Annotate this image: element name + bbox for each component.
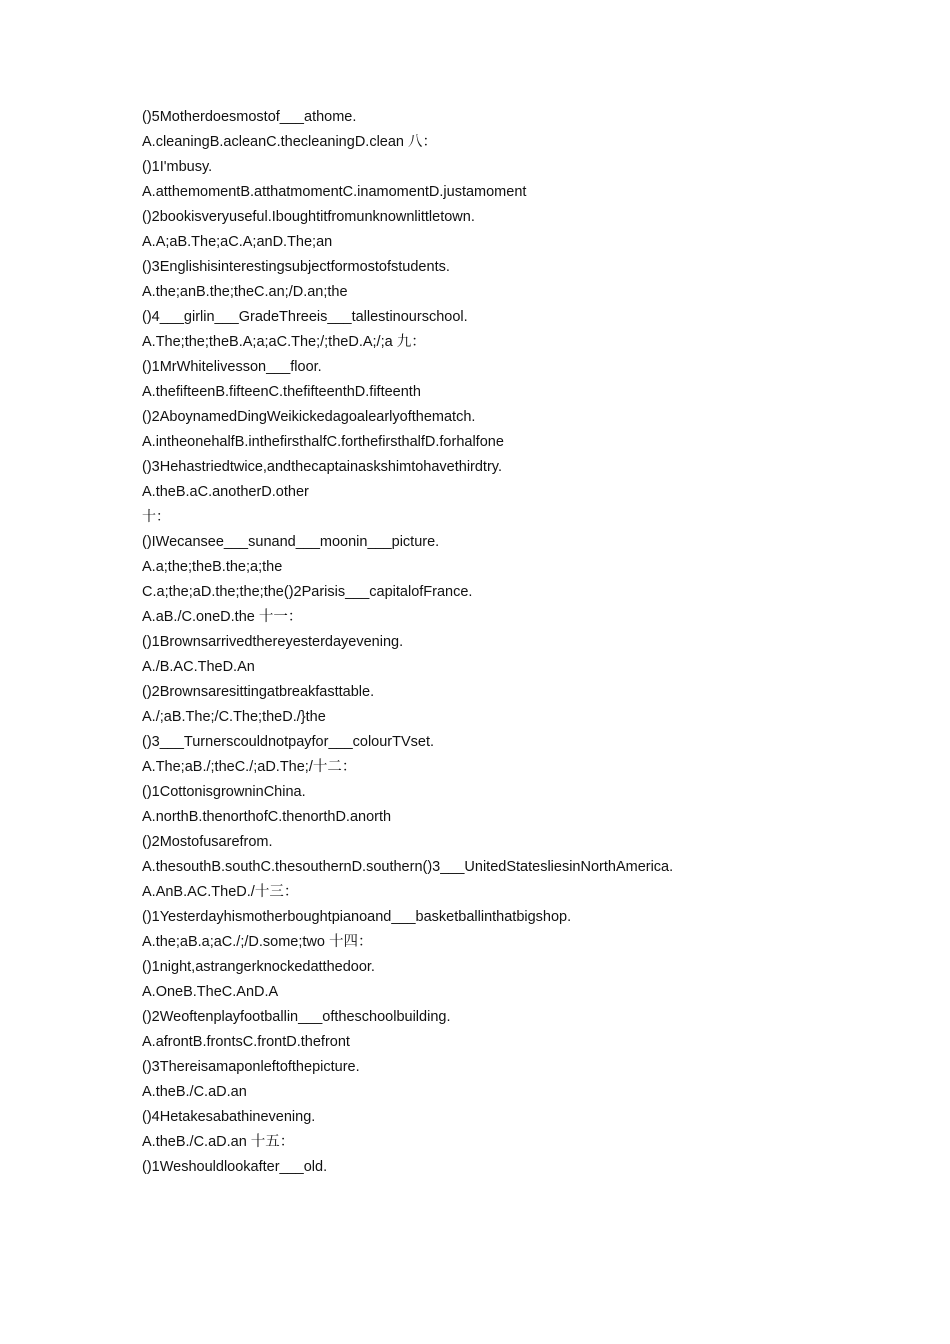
question-line: ()2Weoftenplayfootballin___oftheschoolbuilding.: [142, 1009, 451, 1025]
question-line: ()1MrWhitelivesson___floor.: [142, 359, 322, 375]
question-line: ()3Englishisinterestingsubjectformostofstudents.: [142, 259, 450, 275]
options-line: A.The;aB./;theC./;aD.The;/十二：: [142, 759, 357, 775]
options-line: A.northB.thenorthofC.thenorthD.anorth: [142, 809, 392, 825]
question-line: ()5Motherdoesmostof___athome.: [142, 109, 357, 125]
options-line: A./;aB.The;/C.The;theD./}the: [142, 709, 326, 725]
options-line: A.The;the;theB.A;a;aC.The;/;theD.A;/;a 九：: [142, 334, 426, 350]
question-line: ()1I'mbusy.: [142, 159, 213, 175]
question-line: ()4Hetakesabathinevening.: [142, 1109, 316, 1125]
question-line: ()3Thereisamaponleftofthepicture.: [142, 1059, 360, 1075]
options-line: A.aB./C.oneD.the 十一：: [142, 609, 303, 625]
question-line: ()1CottonisgrowninChina.: [142, 784, 306, 800]
section-heading: 十：: [142, 509, 170, 525]
options-line: A.theB./C.aD.an 十五：: [142, 1134, 295, 1150]
options-line: A.cleaningB.acleanC.thecleaningD.clean 八：: [142, 134, 438, 150]
question-line: ()1Weshouldlookafter___old.: [142, 1159, 328, 1175]
options-line: A.thefifteenB.fifteenC.thefifteenthD.fifteenth: [142, 384, 421, 400]
options-line: A.the;anB.the;theC.an;/D.an;the: [142, 284, 348, 300]
options-line: A.afrontB.frontsC.frontD.thefront: [142, 1034, 350, 1050]
options-line: A.theB./C.aD.an: [142, 1084, 247, 1100]
options-line: A.a;the;theB.the;a;the: [142, 559, 283, 575]
exercise-text: [142, 109, 902, 1184]
options-line: A.A;aB.The;aC.A;anD.The;an: [142, 234, 333, 250]
question-line: ()2bookisveryuseful.Iboughtitfromunknownlittletown.: [142, 209, 475, 225]
question-line: ()1night,astrangerknockedatthedoor.: [142, 959, 375, 975]
question-line: ()IWecansee___sunand___moonin___picture.: [142, 534, 440, 550]
options-line: A.the;aB.a;aC./;/D.some;two 十四：: [142, 934, 373, 950]
options-line: A.OneB.TheC.AnD.A: [142, 984, 279, 1000]
question-line: ()2Brownsaresittingatbreakfasttable.: [142, 684, 375, 700]
question-line: ()3Hehastriedtwice,andthecaptainaskshimtohavethirdtry.: [142, 459, 502, 475]
options-line: A./B.AC.TheD.An: [142, 659, 255, 675]
question-line: ()3___Turnerscouldnotpayfor___colourTVset.: [142, 734, 435, 750]
question-line: ()2Mostofusarefrom.: [142, 834, 273, 850]
options-line: C.a;the;aD.the;the;the()2Parisis___capitalofFrance.: [142, 584, 473, 600]
options-line: A.intheonehalfB.inthefirsthalfC.forthefirsthalfD.forhalfone: [142, 434, 504, 450]
question-line: ()2AboynamedDingWeikickedagoalearlyofthematch.: [142, 409, 476, 425]
options-line: A.theB.aC.anotherD.other: [142, 484, 309, 500]
question-line: ()4___girlin___GradeThreeis___tallestinourschool.: [142, 309, 468, 325]
options-line: A.AnB.AC.TheD./十三：: [142, 884, 299, 900]
question-line: ()1Yesterdayhismotherboughtpianoand___basketballinthatbigshop.: [142, 909, 572, 925]
options-line: A.atthemomentB.atthatmomentC.inamomentD.justamoment: [142, 184, 527, 200]
options-line: A.thesouthB.southC.thesouthernD.southern()3___UnitedStatesliesinNorthAmerica.: [142, 859, 674, 875]
question-line: ()1Brownsarrivedthereyesterdayevening.: [142, 634, 404, 650]
